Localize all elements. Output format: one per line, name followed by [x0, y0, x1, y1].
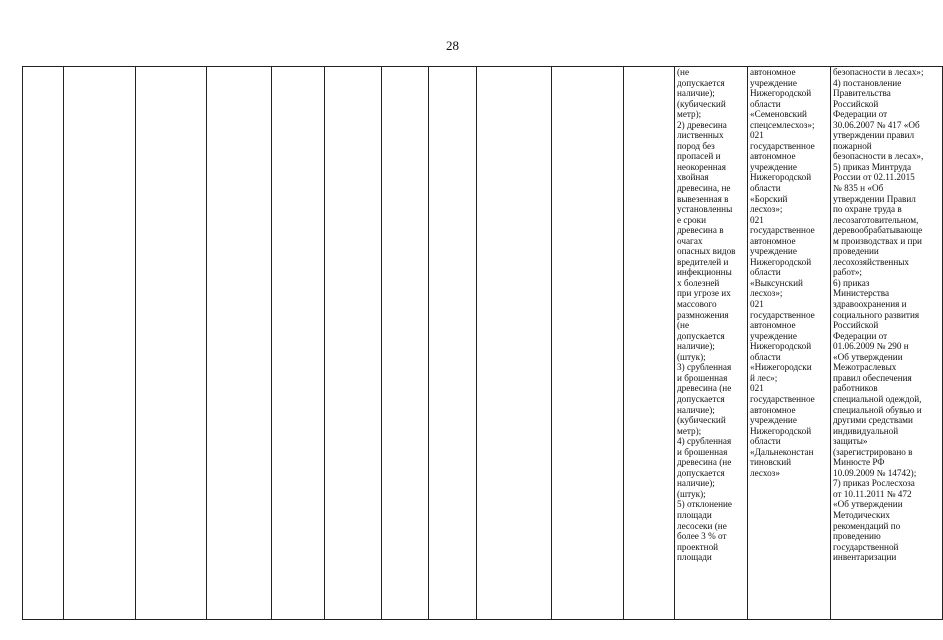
table-cell-empty: [552, 67, 624, 620]
indicators-text: (не допускается наличие); (кубический метр); 2) древесина лиственных пород без пропасей и неокоренная хвойная древесина, не вывезенная в установленны е сроки древесина в очагах опасных видов вредителей и инфекционны х болезней при угрозе их массового размножения (не допускается наличие); (штук); 3) срубленная и брошенная древесина (не допускается наличие); (кубический метр); 4) срубленная и брошенная древесина (не допускается наличие); (штук); 5) отклонение площади лесосеки (не более 3 % от проектной площади: [677, 67, 736, 563]
table-cell-empty: [382, 67, 429, 620]
table-cell-empty: [136, 67, 207, 620]
documents-text: безопасности в лесах»; 4) постановление Правительства Российской Федерации от 30.06.2007 № 417 «Об утверждении правил пожарной безопасности в лесах», 5) приказ Минтруда России от 02.11.2015 № 835 н «Об утверждении Правил по охране труда в лесозаготовительном, деревообрабатывающе м производствах и при проведении лесохозяйственных работ»; 6) приказ Министерства здравоохранения и социального развития Российской Федерации от 01.06.2009 № 290 н «Об утверждении Межотраслевых правил обеспечения работников специальной одеждой, специальной обувью и другими средствами индивидуальной защиты» (зарегистрировано в Минюсте РФ 10.09.2009 № 14742); 7) приказ Рослесхоза от 10.11.2011 № 472 «Об утверждении Методических рекомендаций по проведению государственной инвентаризации: [833, 67, 924, 563]
table-cell-institutions: [748, 67, 831, 620]
table-cell-empty: [23, 67, 64, 620]
document-table: [22, 66, 943, 620]
page-number: 28: [446, 38, 459, 53]
institutions-text: автономное учреждение Нижегородской области «Семеновский спецсемлесхоз»; 021 государственное автономное учреждение Нижегородской области «Борский лесхоз»; 021 государственное автономное учреждение Нижегородской области «Выксунский лесхоз»; 021 государственное автономное учреждение Нижегородской области «Нижегородски й лес»; 021 государственное автономное учреждение Нижегородской области «Дальнеконстан тиновский лесхоз»: [750, 67, 815, 478]
table-cell-empty: [477, 67, 552, 620]
table-row: [23, 67, 943, 620]
table-cell-empty: [429, 67, 477, 620]
table-cell-empty: [272, 67, 325, 620]
table-cell-empty: [325, 67, 382, 620]
table-cell-empty: [207, 67, 272, 620]
table-cell-empty: [624, 67, 675, 620]
table-cell-indicators: [675, 67, 748, 620]
table-cell-empty: [64, 67, 136, 620]
table-cell-documents: [831, 67, 943, 620]
